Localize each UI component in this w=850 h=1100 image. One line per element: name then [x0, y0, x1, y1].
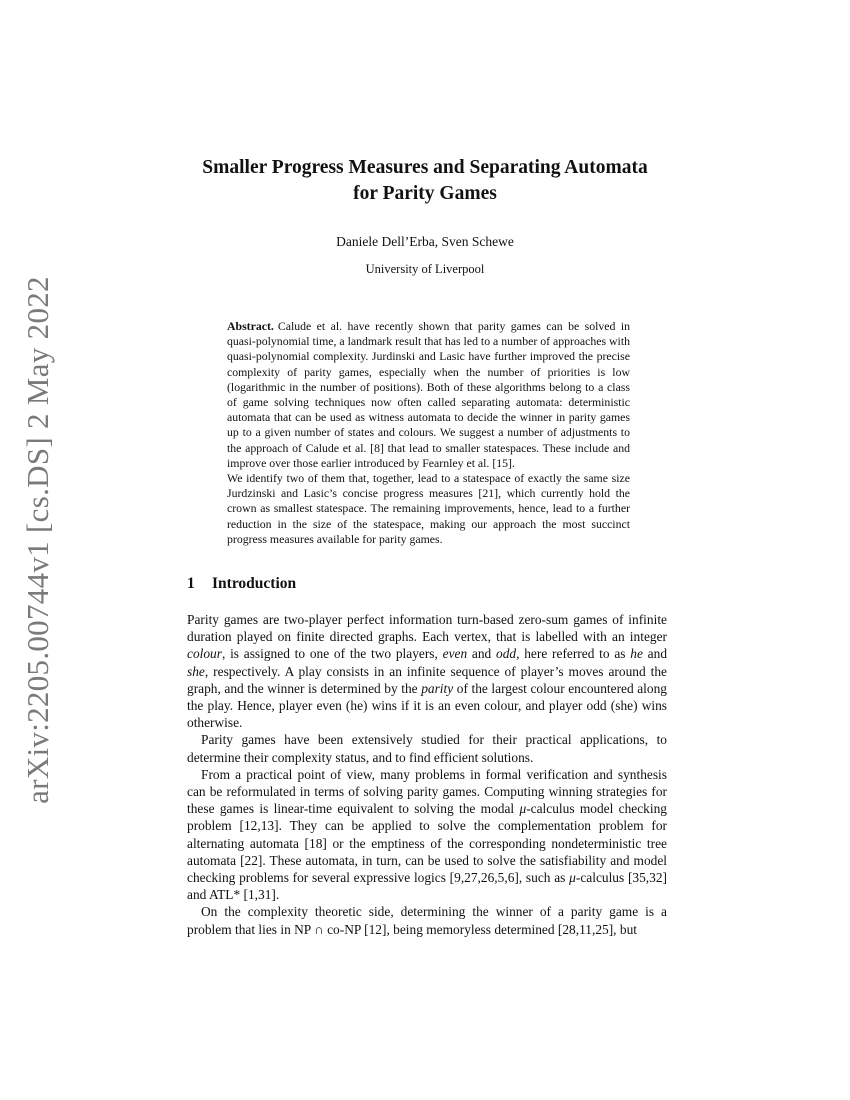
text-run: , respectively. A play consists in an infinite sequence of player’s moves around the graph, and the winner is determined by the: [187, 663, 667, 696]
text-run: -calculus model checking problem [12,13]. They can be applied to solve the complementation problem for alternating automata [18] or the emptiness of the corresponding nondeterministic tree automata [22]. These automata, in turn, can be used to solve the satisfiability and model checking problems for several expressive logics [9,27,26,5,6], such as: [187, 801, 667, 886]
abstract-text-1: Calude et al. have recently shown that parity games can be solved in quasi-polynomial time, a landmark result that has led to a number of approaches with quasi-polynomial complexity. Jurdinski and Lasic have further improved the precise complexity of parity games, especially when the number of priorities is low (logarithmic in the number of positions). Both of these algorithms belong to a class of game solving techniques now often called separating automata: deterministic automata that can be used as witness automata to decide the winner in parity games up to a given number of states and colours. We suggest a number of adjustments to the approach of Calude et al. [8] that lead to smaller statespaces. These include and improve over those earlier introduced by Fearnley et al. [15].: [227, 319, 630, 470]
text-run: Parity games are two-player perfect information turn-based zero-sum games of infinite duration played on finite directed graphs. Each vertex, that is labelled with an integer: [187, 612, 667, 645]
body-paragraph-2: Parity games have been extensively studied for their practical applications, to determine their complexity status, and to find efficient solutions.: [187, 732, 667, 765]
section-heading: [187, 575, 296, 593]
arxiv-identifier: arXiv:2205.00744v1 [cs.DS] 2 May 2022: [20, 276, 55, 804]
emphasis: even: [442, 646, 468, 662]
affiliation: University of Liverpool: [365, 262, 485, 276]
body-paragraph-1: [187, 611, 667, 731]
body-paragraph-3: [187, 766, 667, 904]
paper-title: [180, 155, 670, 207]
text-run: -calculus [35,32] and ATL* [1,31].: [187, 870, 667, 903]
abstract-label: Abstract.: [227, 319, 274, 333]
mu-symbol: μ: [519, 801, 527, 817]
section-title: Introduction: [212, 575, 297, 592]
text-run: , is assigned to one of the two players,: [221, 646, 443, 662]
abstract-paragraph-2: We identify two of them that, together, lead to a statespace of exactly the same size Jurdzinski and Lasic’s concise progress measures [21], which currently hold the crown as smallest statespace. The remaining improvements, hence, lead to a further reduction in the size of the statespace, making our approach the most succinct progress measures available for parity games.: [227, 471, 630, 546]
title-line-1: Smaller Progress Measures and Separating Automata: [202, 157, 648, 178]
mu-symbol: μ: [569, 870, 576, 886]
text-run: and: [642, 646, 668, 662]
text-run: From a practical point of view, many problems in formal verification and synthesis can be reformulated in terms of solving parity games. Computing winning strategies for these games is linear-time equivalent to solving the modal: [187, 766, 667, 817]
text-run: , here referred to as: [516, 646, 631, 662]
authors: Daniele Dell’Erba, Sven Schewe: [336, 234, 514, 249]
title-line-2: for Parity Games: [353, 183, 497, 204]
text-run: and: [467, 646, 497, 662]
emphasis: parity: [421, 680, 454, 696]
emphasis: she: [187, 663, 205, 679]
text-run: of the largest colour encountered along the play. Hence, player even (he) wins if it is an even colour, and player odd (she) wins otherwise.: [187, 680, 667, 731]
emphasis: colour: [187, 646, 222, 662]
abstract-paragraph-1: [227, 319, 630, 471]
abstract: [227, 319, 630, 547]
arxiv-identifier-sidebar: [14, 276, 62, 804]
body-paragraph-4: On the complexity theoretic side, determining the winner of a parity game is a problem that lies in NP ∩ co-NP [12], being memoryless determined [28,11,25], but: [187, 904, 667, 937]
emphasis: he: [630, 646, 643, 662]
emphasis: odd: [496, 646, 517, 662]
section-body: [187, 611, 667, 938]
section-number: 1: [187, 575, 195, 592]
